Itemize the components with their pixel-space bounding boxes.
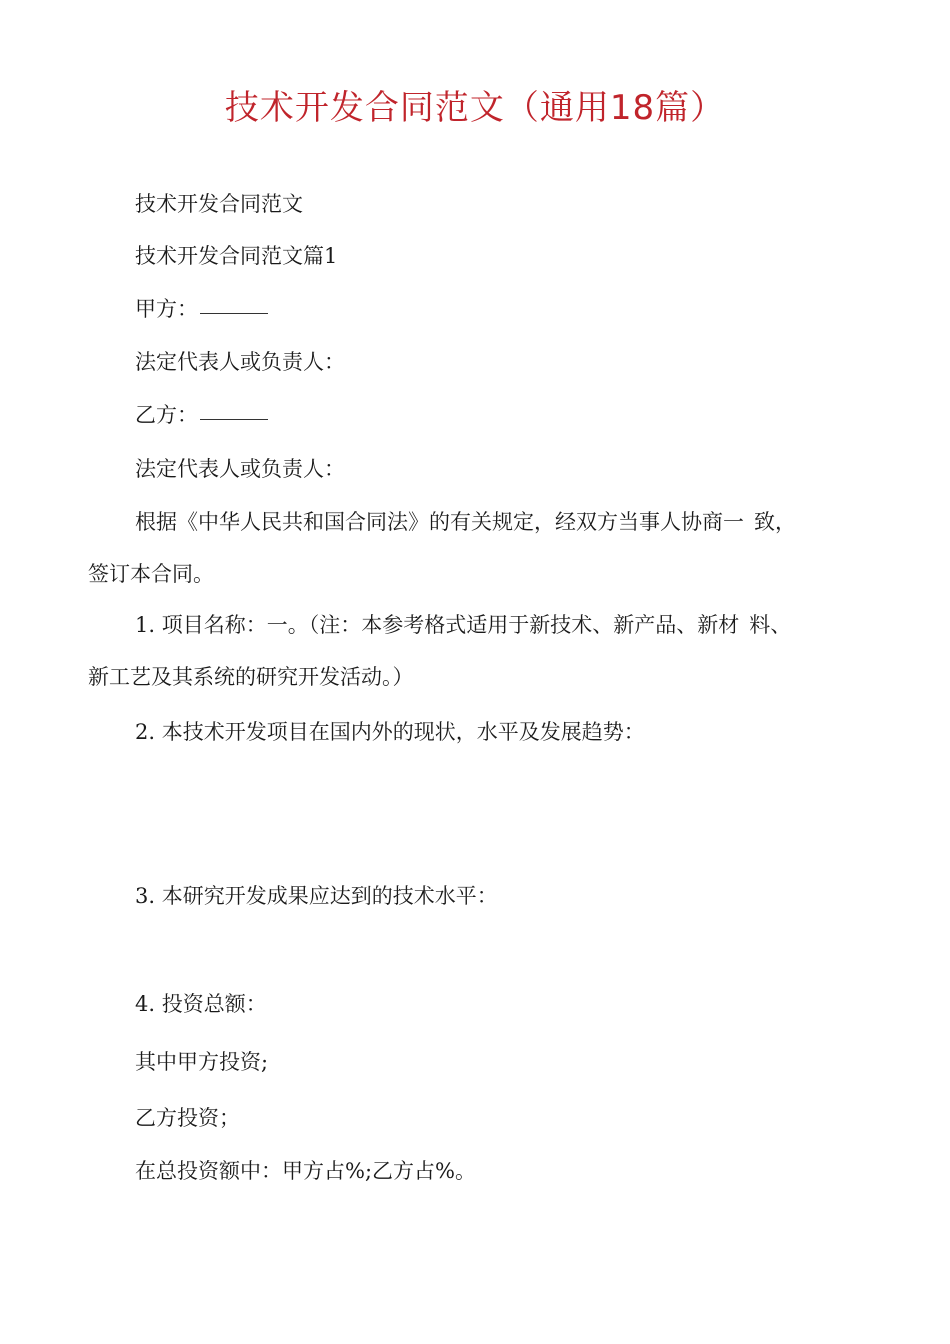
- document-title: 技术开发合同范文（通用18篇）: [224, 88, 726, 128]
- clause-3: 3. 本研究开发成果应达到的技术水平：: [135, 884, 498, 908]
- party-a-label: 甲方：: [135, 297, 198, 321]
- clause-1-tail: 料、: [749, 613, 792, 637]
- party-b-blank: [200, 419, 268, 420]
- clause-2: 2. 本技术开发项目在国内外的现状，水平及发展趋势：: [135, 720, 645, 744]
- clause-1-line: [135, 611, 791, 639]
- representative-line-b: 法定代表人或负责人：: [135, 457, 345, 481]
- preamble-text: 根据《中华人民共和国合同法》的有关规定，经双方当事人协商一: [135, 510, 744, 534]
- investment-party-b: 乙方投资；: [135, 1106, 240, 1130]
- investment-share: 在总投资额中：甲方占%;乙方占%。: [135, 1159, 476, 1183]
- party-b-label: 乙方：: [135, 403, 198, 427]
- preamble-line: [135, 508, 796, 536]
- heading-line: 技术开发合同范文: [135, 192, 303, 216]
- clause-1-continuation: 新工艺及其系统的研究开发活动。）: [88, 665, 414, 689]
- representative-line-a: 法定代表人或负责人：: [135, 350, 345, 374]
- section-heading: 技术开发合同范文篇1: [135, 244, 338, 268]
- investment-party-a: 其中甲方投资;: [135, 1050, 269, 1074]
- party-a-line: [135, 295, 268, 323]
- clause-1-text: 1. 项目名称：一。（注：本参考格式适用于新技术、新产品、新材: [135, 613, 740, 637]
- party-b-line: [135, 401, 268, 429]
- preamble-continuation: 签订本合同。: [88, 562, 214, 586]
- preamble-tail: 致，: [754, 510, 796, 534]
- party-a-blank: [200, 313, 268, 314]
- clause-4: 4. 投资总额：: [135, 992, 267, 1016]
